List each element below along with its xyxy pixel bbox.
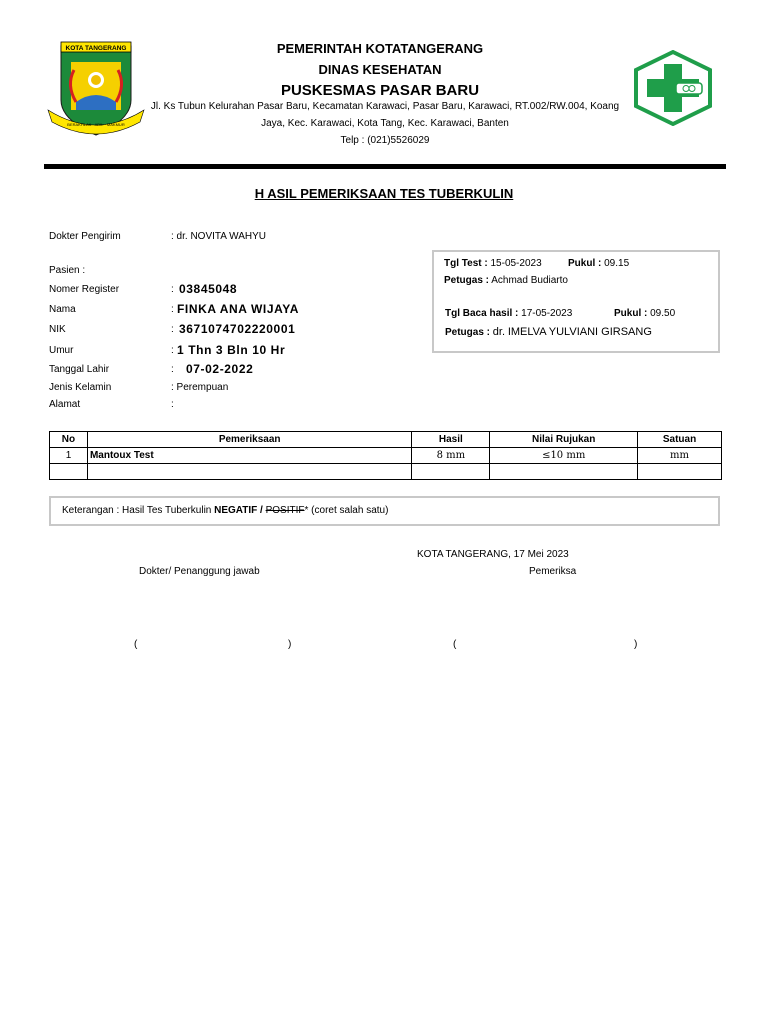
row-no xyxy=(50,464,88,480)
row-nilai-rujukan xyxy=(490,464,638,480)
alamat-label: Alamat xyxy=(49,399,81,410)
jenis-kelamin-label: Jenis Kelamin xyxy=(49,382,112,393)
tanggal-lahir-label: Tanggal Lahir xyxy=(49,364,110,375)
keterangan-positif: POSITIF xyxy=(265,505,305,516)
header-puskesmas-name: PUSKESMAS PASAR BARU xyxy=(280,82,480,99)
row-no: 1 xyxy=(50,448,88,464)
row-satuan xyxy=(638,464,722,480)
address-line-1: Jl. Ks Tubun Kelurahan Pasar Baru, Kecamatan Karawaci, Pasar Baru, Karawaci, RT.002/RW.004, Koang xyxy=(150,101,620,112)
header-hasil: Hasil xyxy=(412,432,490,448)
header-nilai-rujukan: Nilai Rujukan xyxy=(490,432,638,448)
row-hasil: 8 mm xyxy=(412,448,490,464)
header-satuan: Satuan xyxy=(638,432,722,448)
petugas-baca-value: IMELVA YULVIANI GIRSANG xyxy=(507,326,652,338)
row-nilai-rujukan: ≤10 mm xyxy=(490,448,638,464)
table-row xyxy=(50,464,722,480)
header-divider xyxy=(44,164,726,169)
pasien-label: Pasien : xyxy=(49,265,86,276)
doctor-sign-open: ( xyxy=(134,639,138,650)
header-no: No xyxy=(50,432,88,448)
pukul-baca-label: Pukul : xyxy=(614,308,648,319)
register-label: Nomer Register xyxy=(49,284,120,295)
doctor-role: Dokter/ Penanggung jawab xyxy=(139,566,260,577)
keterangan-negatif: NEGATIF / xyxy=(214,505,266,516)
tgl-baca-label: Tgl Baca hasil : xyxy=(445,308,519,319)
tgl-test-label: Tgl Test : xyxy=(444,258,488,269)
register-value: 03845048 xyxy=(179,282,238,296)
pukul-test xyxy=(568,258,629,269)
table-row xyxy=(50,448,722,464)
results-header-row xyxy=(50,432,722,448)
kota-tangerang-logo xyxy=(46,40,146,140)
examiner-role: Pemeriksa xyxy=(529,566,577,577)
petugas-test-label: Petugas : xyxy=(444,275,490,286)
pukul-baca-value: 09.50 xyxy=(650,308,676,319)
document-title: H ASIL PEMERIKSAAN TES TUBERKULIN xyxy=(254,186,514,201)
keterangan-suffix: * (coret salah satu) xyxy=(304,505,389,516)
row-hasil xyxy=(412,464,490,480)
examiner-sign-open: ( xyxy=(453,639,457,650)
nik-label: NIK xyxy=(49,324,66,335)
puskesmas-logo xyxy=(632,50,714,126)
keterangan-prefix: Keterangan : Hasil Tes Tuberkulin xyxy=(62,505,215,516)
tanggal-lahir-value: 07-02-2022 xyxy=(186,362,254,376)
umur-colon: : xyxy=(171,345,174,356)
petugas-baca-label: Petugas : xyxy=(445,327,491,338)
address-line-2: Jaya, Kec. Karawaci, Kota Tang, Kec. Karawaci, Banten xyxy=(261,118,509,129)
umur-value: 1 Thn 3 Bln 10 Hr xyxy=(177,343,286,357)
row-satuan: mm xyxy=(638,448,722,464)
address-phone: Telp : (021)5526029 xyxy=(340,135,430,146)
logo-ribbon-text: BERAKHLAK · ADIL · MAKMUR xyxy=(67,122,125,127)
dokter-pengirim-value: : dr. NOVITA WAHYU xyxy=(171,231,267,242)
examiner-sign-close: ) xyxy=(634,639,638,650)
tanggal-lahir-colon: : xyxy=(171,364,174,375)
register-colon: : xyxy=(171,284,174,295)
place-date: KOTA TANGERANG, 17 Mei 2023 xyxy=(417,549,569,560)
header-address xyxy=(150,98,620,149)
test-info-box xyxy=(432,250,720,353)
nik-colon: : xyxy=(171,324,174,335)
dokter-pengirim-label: Dokter Pengirim xyxy=(49,231,121,242)
header-government: PEMERINTAH KOTATANGERANG xyxy=(276,41,484,56)
nama-label: Nama xyxy=(49,304,76,315)
pukul-baca xyxy=(614,308,675,319)
nama-colon: : xyxy=(171,304,174,315)
tgl-baca xyxy=(445,308,572,319)
tgl-test-value: 15-05-2023 xyxy=(490,258,542,269)
nama-value: FINKA ANA WIJAYA xyxy=(177,302,300,316)
keterangan-box xyxy=(49,496,720,526)
header-department: DINAS KESEHATAN xyxy=(318,62,442,77)
row-pemeriksaan xyxy=(87,464,411,480)
tgl-test xyxy=(444,258,542,269)
petugas-baca xyxy=(445,326,652,338)
tgl-baca-value: 17-05-2023 xyxy=(521,308,573,319)
petugas-baca-prefix: dr. xyxy=(492,326,506,338)
logo-banner-text: KOTA TANGERANG xyxy=(65,45,127,52)
alamat-value: : xyxy=(171,399,174,410)
results-table xyxy=(49,431,722,480)
row-pemeriksaan: Mantoux Test xyxy=(87,448,411,464)
pukul-test-value: 09.15 xyxy=(604,258,630,269)
petugas-test xyxy=(444,275,568,286)
keterangan-text xyxy=(62,505,388,516)
pukul-test-label: Pukul : xyxy=(568,258,602,269)
petugas-test-value: Achmad Budiarto xyxy=(491,275,568,286)
umur-label: Umur xyxy=(49,345,74,356)
header-pemeriksaan: Pemeriksaan xyxy=(87,432,411,448)
jenis-kelamin-value: : Perempuan xyxy=(171,382,229,393)
doctor-sign-close: ) xyxy=(288,639,292,650)
nik-value: 3671074702220001 xyxy=(179,322,296,336)
